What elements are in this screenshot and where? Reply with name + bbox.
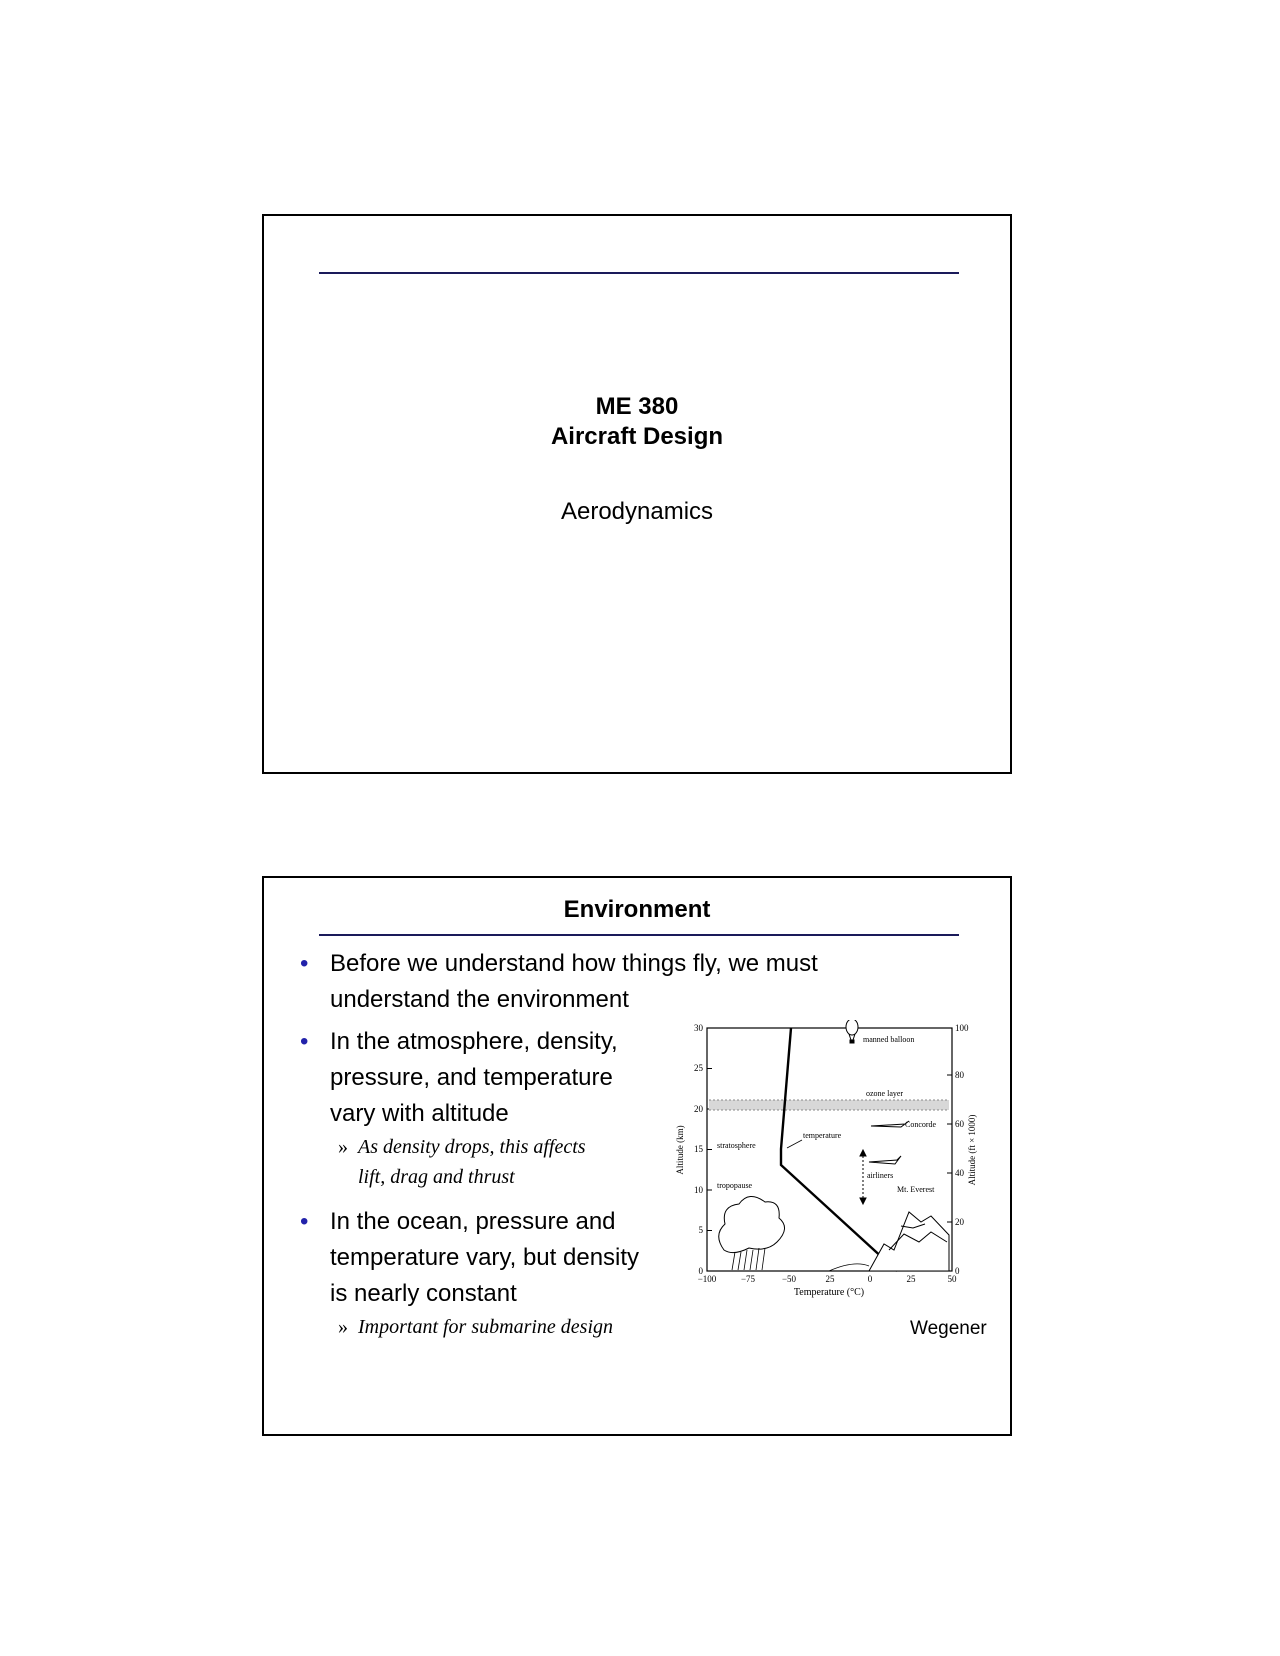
title-slide	[262, 214, 1012, 774]
atmosphere-diagram	[669, 1020, 989, 1305]
title-rule	[319, 934, 959, 936]
course-name: Aircraft Design	[550, 423, 724, 450]
y-right-tick: 100	[955, 1023, 969, 1033]
title-rule	[319, 272, 959, 274]
y-left-tick: 10	[694, 1185, 703, 1195]
bullet-line: vary with altitude	[330, 1100, 509, 1127]
environment-slide	[262, 876, 1012, 1436]
bullet-line: pressure, and temperature	[330, 1064, 613, 1091]
bullet-line: Before we understand how things fly, we must	[330, 950, 818, 977]
concorde-icon	[871, 1121, 909, 1127]
bullet-dot: •	[300, 1208, 309, 1235]
course-code: ME 380	[595, 393, 679, 420]
y-left-tick: 0	[698, 1266, 703, 1276]
y-right-tick: 80	[955, 1070, 964, 1080]
temperature-pointer	[787, 1140, 802, 1148]
y-left-tick: 15	[694, 1144, 703, 1154]
x-tick: −100	[697, 1274, 717, 1284]
label-temperature: temperature	[803, 1131, 842, 1140]
y-right-axis-label: Altitude (ft × 1000)	[967, 1114, 977, 1186]
bullet-line: temperature vary, but density	[330, 1244, 640, 1271]
sub-mark: »	[338, 1136, 348, 1158]
label-ozone-layer: ozone layer	[866, 1089, 904, 1098]
x-tick: 25	[906, 1274, 916, 1284]
y-left-tick: 5	[698, 1225, 703, 1235]
label-concorde: Concorde	[905, 1120, 937, 1129]
bullet-dot: •	[300, 1028, 309, 1055]
bullet-line: In the ocean, pressure and	[330, 1208, 616, 1235]
label-mt-everest: Mt. Everest	[897, 1185, 935, 1194]
x-tick: 25	[825, 1274, 835, 1284]
y-left-tick: 25	[694, 1063, 703, 1073]
ozone-band	[709, 1100, 949, 1110]
figure-credit: Wegener	[910, 1318, 987, 1339]
label-manned-balloon: manned balloon	[863, 1035, 915, 1044]
sub-line: lift, drag and thrust	[358, 1166, 515, 1188]
slide-subtitle: Aerodynamics	[560, 498, 714, 525]
sub-line: Important for submarine design	[358, 1316, 613, 1338]
sub-line: As density drops, this affects	[358, 1136, 586, 1158]
y-left-tick: 30	[694, 1023, 703, 1033]
y-left-axis-label: Altitude (km)	[675, 1125, 685, 1175]
x-axis-label: Temperature (°C)	[793, 1287, 865, 1298]
y-right-tick: 0	[955, 1266, 960, 1276]
y-left-tick: 20	[694, 1104, 703, 1114]
bullet-line: In the atmosphere, density,	[330, 1028, 618, 1055]
label-tropopause: tropopause	[717, 1181, 753, 1190]
terrain-line	[829, 1264, 869, 1271]
bullet-dot: •	[300, 950, 309, 977]
label-airliners: airliners	[867, 1171, 894, 1180]
x-tick: −75	[740, 1274, 756, 1284]
temperature-profile-line	[781, 1028, 897, 1271]
sub-mark: »	[338, 1316, 348, 1338]
label-stratosphere: stratosphere	[717, 1141, 756, 1150]
bullet-line: understand the environment	[330, 986, 629, 1013]
y-right-tick: 60	[955, 1119, 964, 1129]
storm-cloud-icon	[719, 1196, 785, 1270]
balloon-icon	[846, 1020, 858, 1043]
x-tick: 50	[947, 1274, 957, 1284]
x-tick: −50	[781, 1274, 797, 1284]
bullet-line: is nearly constant	[330, 1280, 517, 1307]
x-tick: 0	[867, 1274, 873, 1284]
mountain-icon	[869, 1212, 949, 1271]
y-right-tick: 20	[955, 1217, 964, 1227]
slide-title: Environment	[563, 896, 711, 923]
y-right-tick: 40	[955, 1168, 964, 1178]
